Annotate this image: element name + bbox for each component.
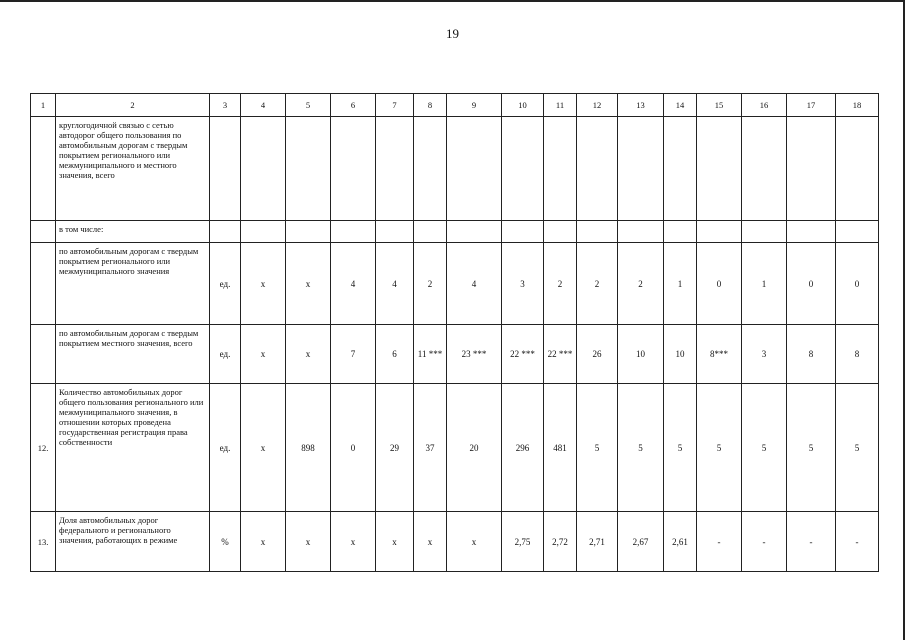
value-cell: 5 xyxy=(618,384,664,512)
row-label-cell: Количество автомобильных дорог общего пользования регионального или межмуниципального значения, в отношении которых проведена государственная регистрация права собственности xyxy=(56,384,210,512)
value-cell xyxy=(376,221,414,243)
value-cell: - xyxy=(697,512,742,572)
header-cell: 13 xyxy=(618,94,664,117)
row-label-cell: Доля автомобильных дорог федерального и регионального значения, работающих в режиме xyxy=(56,512,210,572)
value-cell xyxy=(618,221,664,243)
value-cell: 2 xyxy=(414,243,447,325)
value-cell: 898 xyxy=(286,384,331,512)
table-row xyxy=(31,384,879,512)
value-cell: - xyxy=(787,512,836,572)
value-cell xyxy=(210,117,241,221)
value-cell xyxy=(331,117,376,221)
value-cell: х xyxy=(241,243,286,325)
value-cell: ед. xyxy=(210,384,241,512)
header-cell: 10 xyxy=(502,94,544,117)
value-cell xyxy=(836,221,879,243)
value-cell: 23 *** xyxy=(447,325,502,384)
value-cell: х xyxy=(241,384,286,512)
value-cell: 8 xyxy=(787,325,836,384)
header-cell: 6 xyxy=(331,94,376,117)
value-cell xyxy=(376,117,414,221)
header-cell: 11 xyxy=(544,94,577,117)
value-cell xyxy=(697,221,742,243)
data-table xyxy=(30,93,879,572)
value-cell: 2 xyxy=(618,243,664,325)
header-cell: 14 xyxy=(664,94,697,117)
value-cell: 4 xyxy=(376,243,414,325)
value-cell xyxy=(502,221,544,243)
value-cell: % xyxy=(210,512,241,572)
row-number-cell xyxy=(31,221,56,243)
value-cell: х xyxy=(241,325,286,384)
value-cell xyxy=(577,117,618,221)
value-cell: 2 xyxy=(544,243,577,325)
value-cell xyxy=(447,117,502,221)
value-cell xyxy=(414,117,447,221)
value-cell: 0 xyxy=(836,243,879,325)
header-cell: 16 xyxy=(742,94,787,117)
value-cell: 5 xyxy=(742,384,787,512)
value-cell: 29 xyxy=(376,384,414,512)
value-cell xyxy=(664,221,697,243)
value-cell xyxy=(618,117,664,221)
value-cell xyxy=(241,117,286,221)
value-cell xyxy=(286,221,331,243)
value-cell: 5 xyxy=(787,384,836,512)
page-edge-top xyxy=(0,0,905,2)
value-cell: 8 xyxy=(836,325,879,384)
value-cell: 1 xyxy=(742,243,787,325)
value-cell: 37 xyxy=(414,384,447,512)
value-cell: 4 xyxy=(331,243,376,325)
value-cell xyxy=(787,221,836,243)
row-number-cell: 12. xyxy=(31,384,56,512)
value-cell: 5 xyxy=(664,384,697,512)
value-cell: 5 xyxy=(577,384,618,512)
value-cell: 10 xyxy=(664,325,697,384)
value-cell xyxy=(544,221,577,243)
value-cell: х xyxy=(286,325,331,384)
value-cell: 0 xyxy=(697,243,742,325)
value-cell: - xyxy=(742,512,787,572)
value-cell: 296 xyxy=(502,384,544,512)
row-label-cell: по автомобильным дорогам с твердым покрытием местного значения, всего xyxy=(56,325,210,384)
value-cell xyxy=(742,117,787,221)
value-cell: 3 xyxy=(502,243,544,325)
value-cell: ед. xyxy=(210,325,241,384)
value-cell xyxy=(577,221,618,243)
value-cell xyxy=(414,221,447,243)
value-cell xyxy=(836,117,879,221)
value-cell: 5 xyxy=(836,384,879,512)
header-cell: 3 xyxy=(210,94,241,117)
value-cell xyxy=(502,117,544,221)
value-cell: 11 *** xyxy=(414,325,447,384)
header-cell: 7 xyxy=(376,94,414,117)
value-cell: х xyxy=(376,512,414,572)
value-cell: х xyxy=(414,512,447,572)
value-cell: 26 xyxy=(577,325,618,384)
value-cell: 0 xyxy=(331,384,376,512)
header-cell: 18 xyxy=(836,94,879,117)
value-cell: х xyxy=(331,512,376,572)
value-cell xyxy=(787,117,836,221)
value-cell xyxy=(447,221,502,243)
table-row xyxy=(31,325,879,384)
row-number-cell xyxy=(31,117,56,221)
header-row xyxy=(31,94,879,117)
value-cell xyxy=(331,221,376,243)
row-number-cell: 13. xyxy=(31,512,56,572)
value-cell: 2,61 xyxy=(664,512,697,572)
header-cell: 4 xyxy=(241,94,286,117)
value-cell: 2 xyxy=(577,243,618,325)
value-cell: 1 xyxy=(664,243,697,325)
value-cell: 2,75 xyxy=(502,512,544,572)
row-label-cell: круглогодичной связью с сетью автодорог общего пользования по автомобильным дорогам с твердым покрытием регионального или межмуниципального и местного значения, всего xyxy=(56,117,210,221)
row-label-cell: в том числе: xyxy=(56,221,210,243)
header-cell: 5 xyxy=(286,94,331,117)
value-cell: 2,71 xyxy=(577,512,618,572)
value-cell: - xyxy=(836,512,879,572)
value-cell: ед. xyxy=(210,243,241,325)
table-row xyxy=(31,221,879,243)
value-cell: 2,72 xyxy=(544,512,577,572)
value-cell xyxy=(241,221,286,243)
row-number-cell xyxy=(31,243,56,325)
value-cell: 20 xyxy=(447,384,502,512)
value-cell: 22 *** xyxy=(502,325,544,384)
value-cell: х xyxy=(286,512,331,572)
value-cell: 10 xyxy=(618,325,664,384)
header-cell: 12 xyxy=(577,94,618,117)
row-label-cell: по автомобильным дорогам с твердым покрытием регионального или межмуниципального значения xyxy=(56,243,210,325)
header-cell: 9 xyxy=(447,94,502,117)
value-cell: 22 *** xyxy=(544,325,577,384)
value-cell: х xyxy=(447,512,502,572)
value-cell: 5 xyxy=(697,384,742,512)
value-cell: 2,67 xyxy=(618,512,664,572)
value-cell: х xyxy=(286,243,331,325)
value-cell xyxy=(286,117,331,221)
table-row xyxy=(31,512,879,572)
value-cell: 8*** xyxy=(697,325,742,384)
header-cell: 17 xyxy=(787,94,836,117)
value-cell xyxy=(210,221,241,243)
value-cell xyxy=(664,117,697,221)
header-cell: 1 xyxy=(31,94,56,117)
value-cell: 481 xyxy=(544,384,577,512)
header-cell: 8 xyxy=(414,94,447,117)
value-cell xyxy=(742,221,787,243)
table-row xyxy=(31,243,879,325)
row-number-cell xyxy=(31,325,56,384)
header-cell: 15 xyxy=(697,94,742,117)
value-cell: 7 xyxy=(331,325,376,384)
value-cell: 0 xyxy=(787,243,836,325)
value-cell: х xyxy=(241,512,286,572)
value-cell xyxy=(697,117,742,221)
header-cell: 2 xyxy=(56,94,210,117)
page-number: 19 xyxy=(446,26,459,41)
value-cell: 6 xyxy=(376,325,414,384)
table-row xyxy=(31,117,879,221)
value-cell: 4 xyxy=(447,243,502,325)
value-cell: 3 xyxy=(742,325,787,384)
value-cell xyxy=(544,117,577,221)
